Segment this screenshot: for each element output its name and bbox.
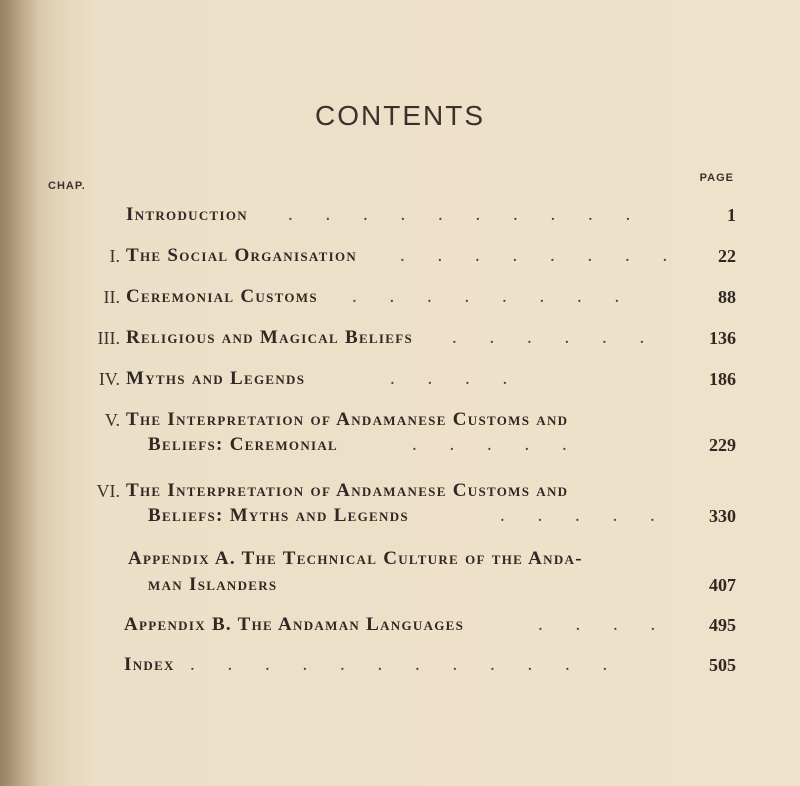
toc-entry-appendix-a-cont[interactable] bbox=[0, 572, 800, 602]
toc-entry-number: V. bbox=[104, 410, 120, 430]
toc-entry-ceremonial-customs[interactable] bbox=[0, 284, 800, 314]
toc-entry-title: Myths and Legends bbox=[126, 368, 306, 389]
toc-entry-interpretation-ceremonial-cont[interactable] bbox=[0, 432, 800, 462]
toc-leader-dots: . . . . . bbox=[412, 434, 581, 455]
toc-entry-title: Introduction bbox=[126, 204, 248, 225]
toc-leader-dots: . . . . . . . . bbox=[352, 286, 634, 307]
toc-entry-religious-beliefs[interactable] bbox=[0, 325, 800, 355]
toc-entry-page: 88 bbox=[718, 287, 736, 307]
toc-entry-title: Appendix B. The Andaman Languages bbox=[124, 614, 465, 635]
page-title: CONTENTS bbox=[315, 100, 485, 131]
toc-entry-title: The Social Organisation bbox=[126, 245, 358, 266]
toc-entry-title: The Interpretation of Andamanese Customs and bbox=[126, 480, 569, 501]
page-column-label: PAGE bbox=[699, 172, 734, 184]
toc-entry-myths-legends[interactable] bbox=[0, 366, 800, 396]
toc-entry-number: VI. bbox=[96, 481, 120, 501]
toc-entry-page: 22 bbox=[718, 246, 736, 266]
toc-leader-dots: . . . . . . bbox=[452, 327, 659, 348]
toc-entry-title: Ceremonial Customs bbox=[126, 286, 318, 307]
toc-entry-page: 407 bbox=[709, 575, 736, 595]
toc-entry-title: The Interpretation of Andamanese Customs and bbox=[126, 409, 569, 430]
toc-entry-title: Religious and Magical Beliefs bbox=[126, 327, 413, 348]
toc-entry-page: 495 bbox=[709, 615, 736, 635]
toc-leader-dots: . . . . . . . . bbox=[400, 245, 682, 266]
toc-entry-title: man Islanders bbox=[148, 574, 278, 595]
toc-entry-number: IV. bbox=[98, 369, 120, 389]
toc-leader-dots: . . . . . . . . . . bbox=[288, 204, 645, 225]
toc-entry-page: 330 bbox=[709, 506, 736, 526]
toc-entry-number: III. bbox=[97, 328, 120, 348]
toc-entry-number: II. bbox=[103, 287, 120, 307]
toc-leader-dots: . . . . . . . . . . . . bbox=[190, 654, 622, 675]
toc-entry-page: 1 bbox=[727, 205, 736, 225]
chapter-column-label: CHAP. bbox=[48, 180, 86, 192]
toc-entry-appendix-b[interactable] bbox=[0, 612, 800, 642]
toc-entry-index[interactable] bbox=[0, 652, 800, 682]
toc-leader-dots: . . . . . bbox=[500, 505, 669, 526]
toc-entry-page: 229 bbox=[709, 435, 736, 455]
toc-entry-interpretation-myths-cont[interactable] bbox=[0, 503, 800, 533]
toc-entry-title: Index bbox=[124, 654, 175, 675]
toc-leader-dots: . . . . bbox=[390, 368, 522, 389]
toc-entry-page: 186 bbox=[709, 369, 736, 389]
toc-entry-title: Beliefs: Ceremonial bbox=[148, 434, 339, 455]
toc-entry-title: Beliefs: Myths and Legends bbox=[148, 505, 409, 526]
toc-entry-introduction[interactable] bbox=[0, 202, 800, 232]
toc-leader-dots: . . . . bbox=[538, 614, 670, 635]
toc-entry-social-organisation[interactable] bbox=[0, 243, 800, 273]
toc-entry-page: 136 bbox=[709, 328, 736, 348]
toc-entry-title: Appendix A. The Technical Culture of the Anda- bbox=[128, 548, 583, 569]
toc-entry-page: 505 bbox=[709, 655, 736, 675]
toc-entry-number: I. bbox=[109, 246, 120, 266]
